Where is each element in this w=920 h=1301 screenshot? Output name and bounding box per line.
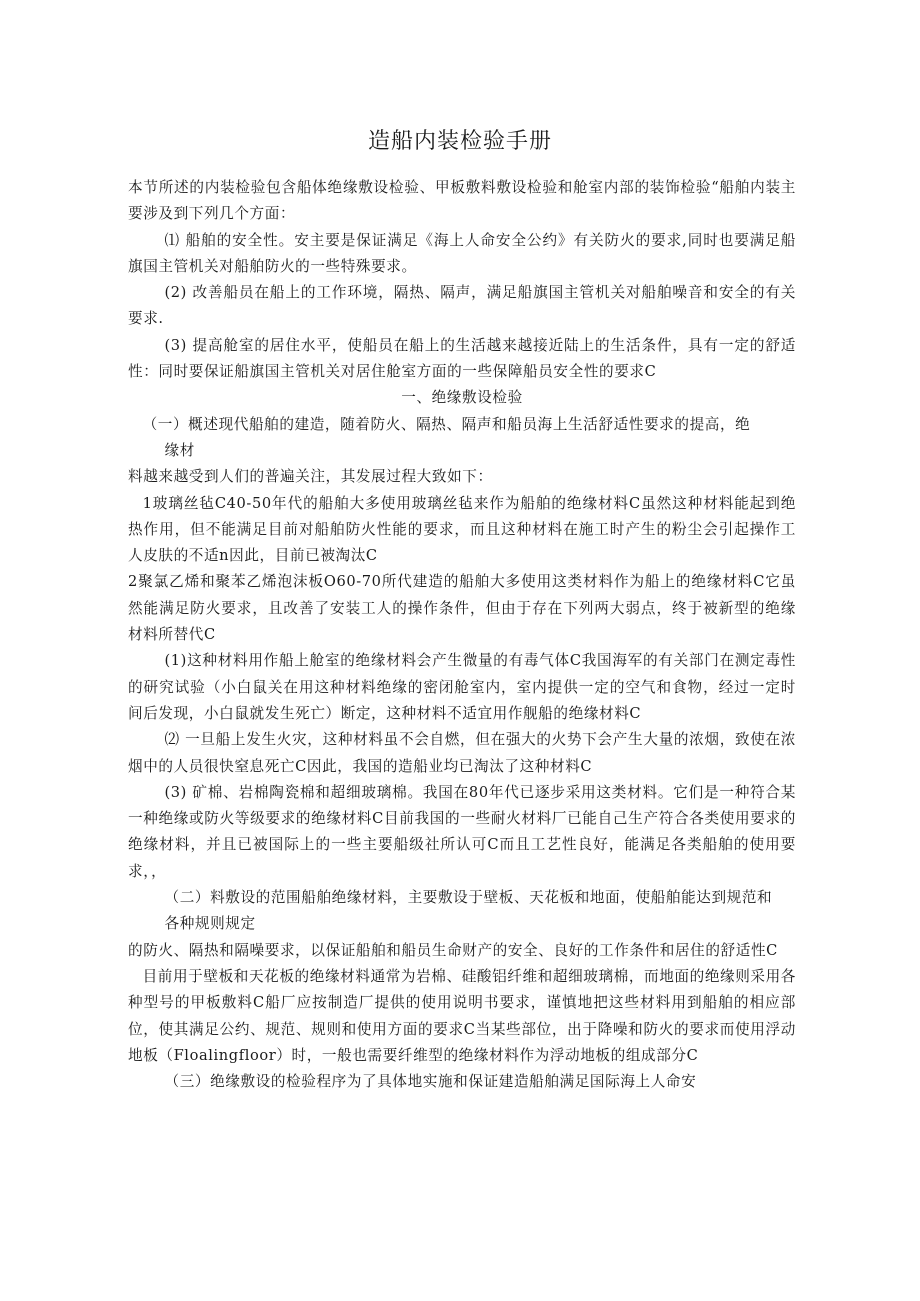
paragraph-environment: (2) 改善船员在船上的工作环境，隔热、隔声，满足船旗国主管机关对船舶噪音和安全的有关要求. bbox=[128, 284, 796, 328]
section1-overview-rest: 料越来越受到人们的普遍关注，其发展过程大致如下： bbox=[128, 468, 493, 486]
item-pvc-foam: 2聚氯乙烯和聚苯乙烯泡沫板O60-70所代建造的船舶大多使用这类材料作为船上的绝缘材料C它虽然能满足防火要求，且改善了安装工人的操作条件，但由于存在下列两大弱点，终于被新型的绝缘材料所替代C bbox=[128, 573, 796, 644]
subitem-smoke: ⑵ 一旦船上发生火灾，这种材料虽不会自燃，但在强大的火势下会产生大量的浓烟，致使在浓烟中的人员很快窒息死亡C因此，我国的造船业均已淘汰了这种材料C bbox=[128, 731, 796, 775]
document-title: 造船内装检验手册 bbox=[367, 129, 552, 154]
document-body bbox=[128, 175, 796, 1095]
subitem-mineral-wool: (3) 矿棉、岩棉陶瓷棉和超细玻璃棉。我国在80年代已逐步采用这类材料。它们是一种符合某一种绝缘或防火等级要求的绝缘材料C目前我国的一些耐火材料厂已能自己生产符合各类使用要求的绝缘材料，并且已被国际上的一些主要船级社所认可C而且工艺性良好，能满足各类船舶的使用要求，， bbox=[128, 783, 796, 880]
intro-paragraph: 本节所述的内装检验包含船体绝缘敷设检验、甲板敷料敷设检验和舱室内部的装饰检验“船舶内装主要涉及到下列几个方面： bbox=[128, 179, 796, 223]
paragraph-safety: ⑴ 船舶的安全性。安主要是保证满足《海上人命安全公约》有关防火的要求,同时也要满足船旗国主管机关对船舶防火的一些特殊要求。 bbox=[128, 231, 796, 275]
paragraph-comfort: (3) 提高舱室的居住水平，使船员在船上的生活越来越接近陆上的生活条件，具有一定的舒适性：同时要保证船旗国主管机关对居住舱室方面的一些保障船员安全性的要求C bbox=[128, 336, 796, 381]
section3-procedure: （三）绝缘敷设的检验程序为了具体地实施和保证建造船舶满足国际海上人命安 bbox=[164, 1073, 697, 1091]
subitem-toxic-gas: (1)这种材料用作船上舱室的绝缘材料会产生微量的有毒气体C我国海军的有关部门在测定毒性的研究试验（小白鼠关在用这种材料绝缘的密闭舱室内，室内提供一定的空气和食物，经过一定时间后发现，小白鼠就发生死亡）断定，这种材料不适宜用作舰船的绝缘材料C bbox=[128, 652, 796, 722]
section2-materials: 目前用于壁板和天花板的绝缘材料通常为岩棉、硅酸铝纤维和超细玻璃棉，而地面的绝缘则采用各种型号的甲板敷料C船厂应按制造厂提供的使用说明书要求，谨慎地把这些材料用到船舶的相应部位，使其满足公约、规范、规则和使用方面的要求C当某些部位，出于降噪和防火的要求而使用浮动地板（Floalingfloor）时，一般也需要纤维型的绝缘材料作为浮动地板的组成部分C bbox=[128, 967, 796, 1064]
section1-overview-cont: 缘材 bbox=[164, 441, 195, 459]
section2-scope-line: （二）料敷设的范围船舶绝缘材料，主要敷设于壁板、天花板和地面，使船舶能达到规范和 bbox=[164, 889, 773, 907]
item-glass-felt: 1玻璃丝毡C40-50年代的船舶大多使用玻璃丝毡来作为船舶的绝缘材料C虽然这种材料能起到绝热作用，但不能满足目前对船舶防火性能的要求，而且这种材料在施工时产生的粉尘会引起操作工人皮肤的不适n因此，目前已被淘汰C bbox=[128, 494, 796, 565]
section-heading-insulation: 一、绝缘敷设检验 bbox=[401, 389, 523, 407]
section2-scope-cont: 各种规则规定 bbox=[164, 915, 256, 933]
section2-scope-rest: 的防火、隔热和隔噪要求，以保证船舶和船员生命财产的安全、良好的工作条件和居住的舒适性C bbox=[128, 941, 778, 959]
section1-overview-line: （一）概述现代船舶的建造，随着防火、隔热、隔声和船员海上生活舒适性要求的提高，绝 bbox=[142, 415, 751, 433]
